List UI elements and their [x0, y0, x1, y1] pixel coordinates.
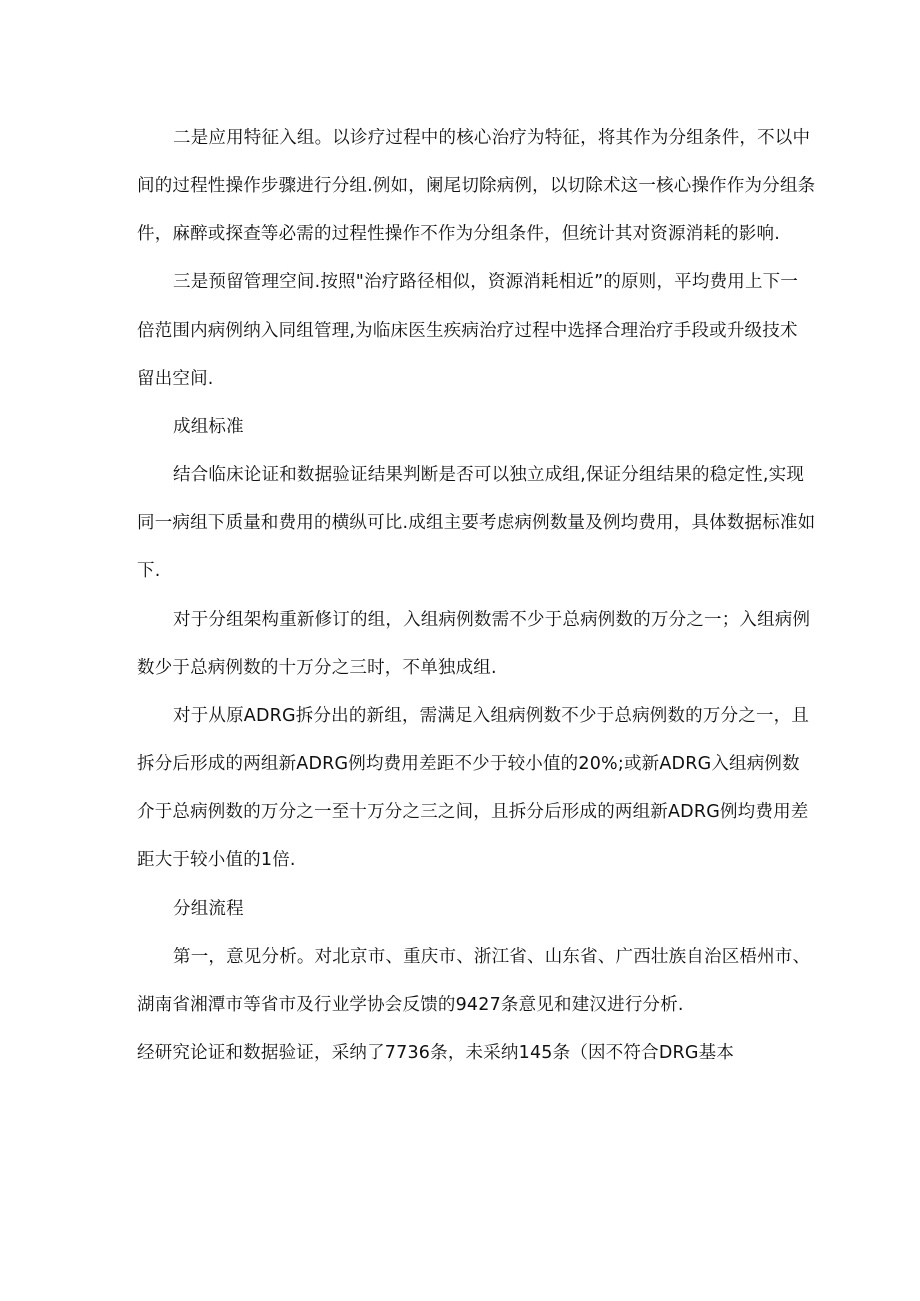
section-heading: 成组标准: [173, 417, 244, 437]
text-line: 同一病组下质量和费用的横纵可比.成组主要考虑病例数量及例均费用，具体数据标准如: [137, 513, 816, 533]
text-line: 间的过程性操作步骤进行分组.例如，阑尾切除病例，以切除术这一核心操作作为分组条: [137, 176, 816, 196]
text-line: 数少于总病例数的十万分之三时，不单独成组.: [137, 658, 497, 678]
text-line: 二是应用特征入组。以诊疗过程中的核心治疗为特征，将其作为分组条件，不以中: [173, 128, 811, 148]
section-heading: 分组流程: [173, 899, 244, 919]
text-line: 结合临床论证和数据验证结果判断是否可以独立成组,保证分组结果的稳定性,实现: [173, 465, 805, 485]
text-line: 三是预留管理空间.按照"治疗路径相似，资源消耗相近”的原则，平均费用上下一: [173, 272, 799, 292]
text-line: 介于总病例数的万分之一至十万分之三之间，且拆分后形成的两组新ADRG例均费用差: [137, 802, 809, 822]
text-line: 对于从原ADRG拆分出的新组，需满足入组病例数不少于总病例数的万分之一，且: [173, 706, 810, 726]
text-line: 对于分组架构重新修订的组，入组病例数需不少于总病例数的万分之一；入组病例: [173, 610, 811, 630]
text-line: 经研究论证和数据验证，采纳了7736条，未采纳145条（因不符合DRG基本: [137, 1043, 735, 1063]
text-line: 湖南省湘潭市等省市及行业学协会反馈的9427条意见和建汉进行分析.: [137, 995, 684, 1015]
text-line: 下.: [137, 561, 161, 581]
text-line: 第一，意见分析。对北京市、重庆市、浙江省、山东省、广西壮族自治区梧州市、: [173, 947, 811, 967]
text-line: 件，麻醉或探查等必需的过程性操作不作为分组条件，但统计其对资源消耗的影响.: [137, 224, 780, 244]
text-line: 留出空间.: [137, 369, 214, 389]
text-line: 距大于较小值的1倍.: [137, 850, 296, 870]
text-line: 倍范围内病例纳入同组管理,为临床医生疾病治疗过程中选择合理治疗手段或升级技术: [137, 321, 798, 341]
text-line: 拆分后形成的两组新ADRG例均费用差距不少于较小值的20%;或新ADRG入组病例数: [137, 754, 800, 774]
